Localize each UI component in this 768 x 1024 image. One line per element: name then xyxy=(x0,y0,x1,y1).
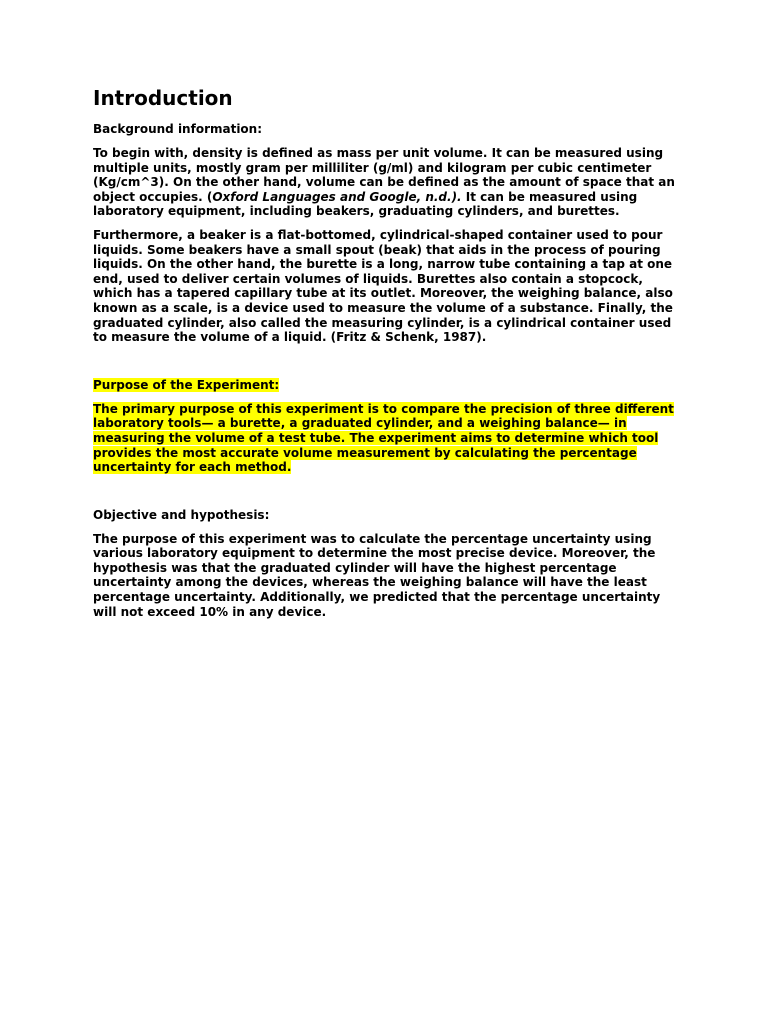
page-title: Introduction xyxy=(93,86,233,110)
purpose-heading xyxy=(93,378,678,393)
background-paragraph-1-text-b: It can be measured using laboratory equipment, including beakers, graduating cylinders, and burettes. xyxy=(93,189,638,219)
purpose-paragraph xyxy=(93,402,678,475)
background-citation: Oxford Languages and Google, n.d.). xyxy=(212,189,462,204)
spacer xyxy=(93,484,678,508)
purpose-heading-highlight: Purpose of the Experiment: xyxy=(93,377,280,392)
objective-paragraph: The purpose of this experiment was to calculate the percentage uncertainty using various laboratory equipment to determine the most precise device. Moreover, the hypothesis was that the graduated cylinder will have the highest percentage uncertainty among the devices, whereas the weighing balance will have the least percentage uncertainty. Additionally, we predicted that the percentage uncertainty will not exceed 10% in any device. xyxy=(93,531,661,619)
spacer xyxy=(93,354,678,378)
purpose-paragraph-highlight: The primary purpose of this experiment is to compare the precision of three different laboratory tools— a burette, a graduated cylinder, and a weighing balance— in measuring the volume of a test tube. The experiment aims to determine which tool provides the most accurate volume measurement by calculating the percentage uncertainty for each method. xyxy=(93,401,674,475)
background-paragraph-2: Furthermore, a beaker is a flat-bottomed, cylindrical-shaped container used to pour liquids. Some beakers have a small spout (beak) that aids in the process of pouring liquids. On the other hand, the burette is a long, narrow tube containing a tap at one end, used to deliver certain volumes of liquids. Burettes also contain a stopcock, which has a tapered capillary tube at its outlet. Moreover, the weighing balance, also known as a scale, is a device used to measure the volume of a substance. Finally, the graduated cylinder, also called the measuring cylinder, is a cylindrical container used to measure the volume of a liquid. (Fritz & Schenk, 1987). xyxy=(93,227,673,345)
background-paragraph-1 xyxy=(93,146,678,219)
background-heading: Background information: xyxy=(93,122,263,136)
objective-heading: Objective and hypothesis: xyxy=(93,507,270,522)
document-page xyxy=(93,84,678,628)
background-paragraph-1-text-a: To begin with, density is defined as mass per unit volume. It can be measured using multiple units, mostly gram per milliliter (g/ml) and kilogram per cubic centimeter (Kg/cm^3). On the other hand, volume can be defined as the amount of space that an object occupies. ( xyxy=(93,146,675,204)
